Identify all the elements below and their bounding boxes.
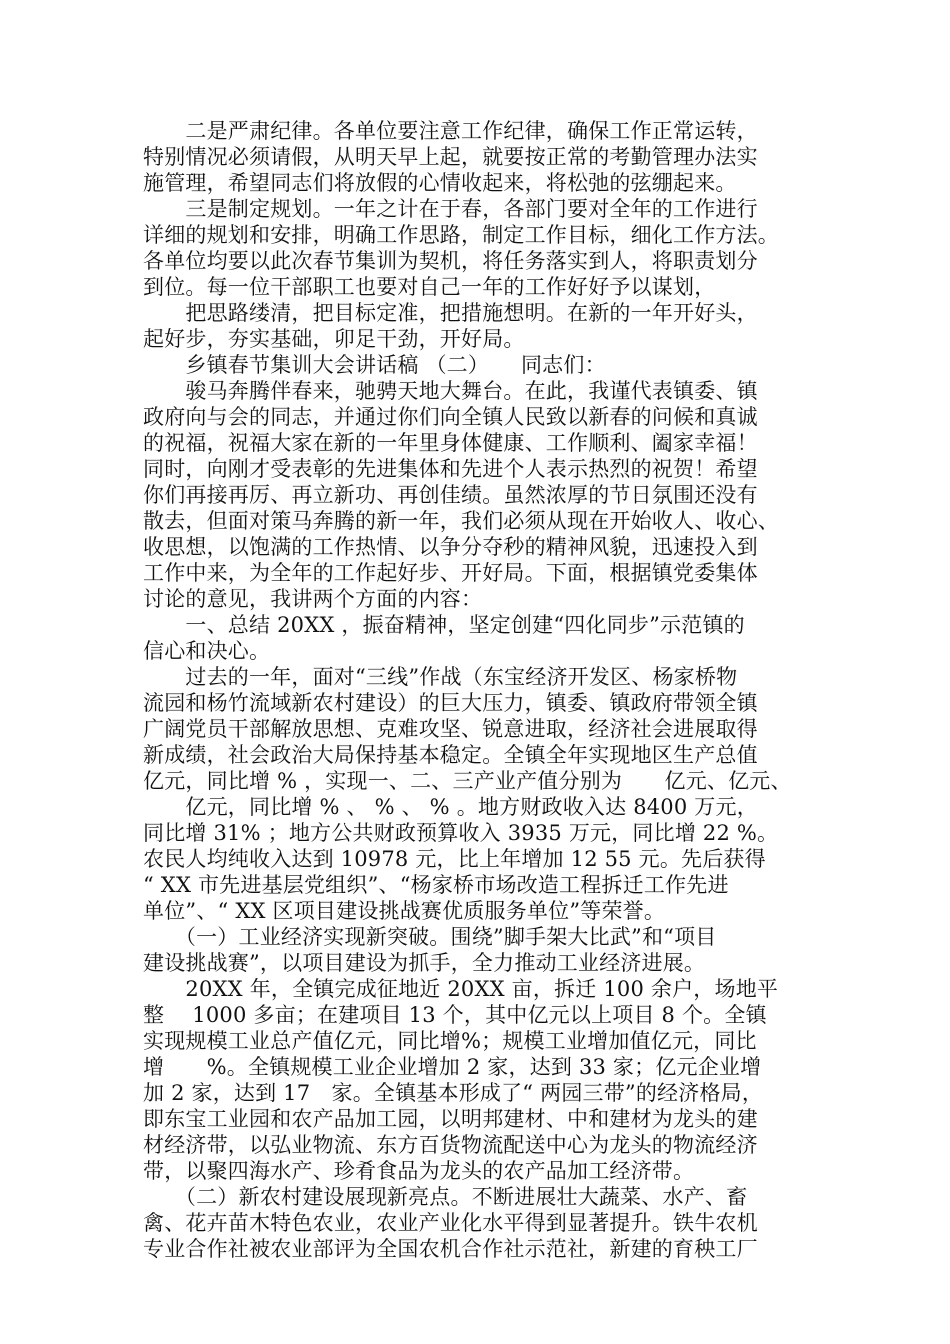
text-line: 过去的一年，面对“三线”作战（东宝经济开发区、杨家桥物 — [143, 665, 738, 689]
text-line: 流园和杨竹流域新农村建设）的巨大压力，镇委、镇政府带领全镇 — [143, 691, 758, 715]
text-line: 二是严肃纪律。各单位要注意工作纪律，确保工作正常运转， — [143, 119, 758, 143]
text-line: （一）工业经济实现新突破。围绕”脚手架大比武”和“项目 — [143, 925, 717, 949]
text-line: 建设挑战赛”，以项目建设为抓手，全力推动工业经济进展。 — [143, 951, 706, 975]
text-line: 收思想，以饱满的工作热情、以争分夺秒的精神风貌，迅速投入到 — [143, 535, 758, 559]
text-line: 整 1000 多亩；在建项目 13 个，其中亿元以上项目 8 个。全镇 — [143, 1003, 767, 1027]
text-line: 即东宝工业园和农产品加工园，以明邦建材、中和建材为龙头的建 — [143, 1107, 758, 1131]
text-line: 起好步，夯实基础，卯足干劲，开好局。 — [143, 327, 525, 351]
text-line: 同时，向刚才受表彰的先进集体和先进个人表示热烈的祝贺！希望 — [143, 457, 758, 481]
text-line: 材经济带，以弘业物流、东方百货物流配送中心为龙头的物流经济 — [143, 1133, 758, 1157]
text-line: 信心和决心。 — [143, 639, 271, 663]
text-line: 亿元，同比增 % ，实现一、二、三产业产值分别为 亿元、亿元、 — [143, 769, 792, 793]
text-line: 讨论的意见，我讲两个方面的内容： — [143, 587, 483, 611]
text-line: 增 %。全镇规模工业企业增加 2 家，达到 33 家；亿元企业增 — [143, 1055, 762, 1079]
text-line: 专业合作社被农业部评为全国农机合作社示范社，新建的育秧工厂 — [143, 1237, 758, 1261]
text-line: 骏马奔腾伴春来，驰骋天地大舞台。在此，我谨代表镇委、镇 — [143, 379, 758, 403]
text-line: 你们再接再厉、再立新功、再创佳绩。虽然浓厚的节日氛围还没有 — [143, 483, 758, 507]
text-line: 新成绩，社会政治大局保持基本稳定。全镇全年实现地区生产总值 — [143, 743, 758, 767]
text-line: （二）新农村建设展现新亮点。不断进展壮大蔬菜、水产、畜 — [143, 1185, 748, 1209]
text-line: 到位。每一位干部职工也要对自己一年的工作好好予以谋划， — [143, 275, 716, 299]
text-line: 散去，但面对策马奔腾的新一年，我们必须从现在开始收人、收心、 — [143, 509, 779, 533]
text-line: 把思路缕清，把目标定准，把措施想明。在新的一年开好头， — [143, 301, 758, 325]
text-line: “ XX 市先进基层党组织”、“杨家桥市场改造工程拆迁工作先进 — [143, 873, 729, 897]
text-line: 亿元，同比增 % 、 % 、 % 。地方财政收入达 8400 万元， — [143, 795, 758, 819]
text-line: 特别情况必须请假，从明天早上起，就要按正常的考勤管理办法实 — [143, 145, 758, 169]
text-line: 单位”、“ XX 区项目建设挑战赛优质服务单位”等荣誉。 — [143, 899, 666, 923]
text-line: 施管理，希望同志们将放假的心情收起来，将松弛的弦绷起来。 — [143, 171, 737, 195]
text-line: 的祝福，祝福大家在新的一年里身体健康、工作顺利、阖家幸福！ — [143, 431, 758, 455]
text-line: 政府向与会的同志，并通过你们向全镇人民致以新春的问候和真诚 — [143, 405, 758, 429]
text-line: 实现规模工业总产值亿元，同比增%；规模工业增加值亿元，同比 — [143, 1029, 757, 1053]
text-line: 同比增 31% ；地方公共财政预算收入 3935 万元，同比增 22 %。 — [143, 821, 779, 845]
text-line: 禽、花卉苗木特色农业，农业产业化水平得到显著提升。铁牛农机 — [143, 1211, 758, 1235]
text-line: 详细的规划和安排，明确工作思路，制定工作目标，细化工作方法。 — [143, 223, 779, 247]
text-line: 广阔党员干部解放思想、克难攻坚、锐意进取，经济社会进展取得 — [143, 717, 758, 741]
text-line: 农民人均纯收入达到 10978 元，比上年增加 12 55 元。先后获得 — [143, 847, 766, 871]
text-line: 20XX 年，全镇完成征地近 20XX 亩，拆迁 100 余户，场地平 — [143, 977, 779, 1001]
text-line: 各单位均要以此次春节集训为契机，将任务落实到人，将职责划分 — [143, 249, 758, 273]
text-line: 加 2 家，达到 17 家。全镇基本形成了“ 两园三带”的经济格局， — [143, 1081, 764, 1105]
document-body — [143, 118, 813, 1262]
text-line: 三是制定规划。一年之计在于春，各部门要对全年的工作进行 — [143, 197, 758, 221]
text-line: 带，以聚四海水产、珍肴食品为龙头的农产品加工经济带。 — [143, 1159, 695, 1183]
text-line: 工作中来，为全年的工作起好步、开好局。下面，根据镇党委集体 — [143, 561, 758, 585]
section-heading: 乡镇春节集训大会讲话稿 （二） 同志们： — [143, 353, 606, 377]
text-line: 一、总结 20XX ，振奋精神，坚定创建“四化同步”示范镇的 — [143, 613, 745, 637]
